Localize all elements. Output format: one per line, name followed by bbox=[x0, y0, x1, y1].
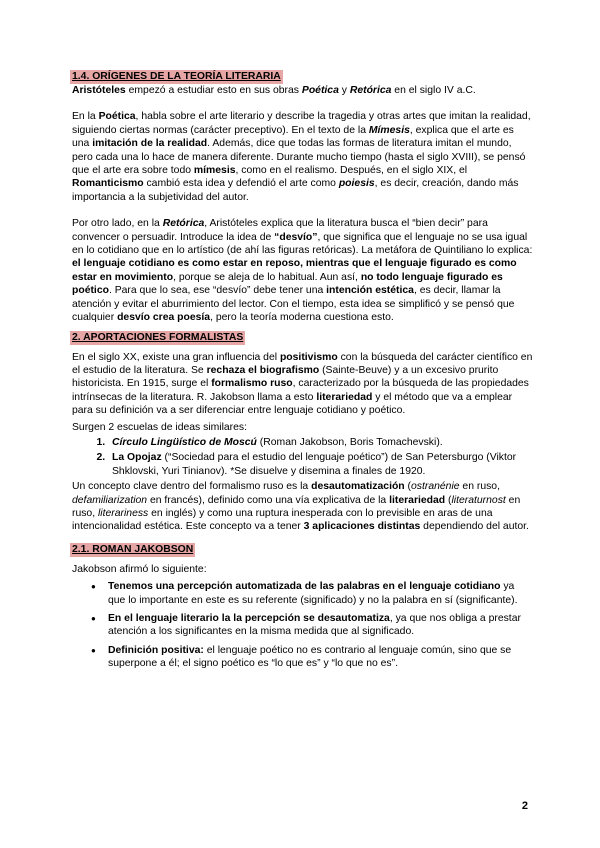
section-3 bbox=[72, 543, 534, 671]
section-2 bbox=[72, 331, 534, 534]
list-item: ● En el lenguaje literario la la percepción se desautomatiza, ya que nos obliga a prestar atención a los significantes en la misma medida que al significado. bbox=[108, 612, 534, 639]
section-heading: 1.4. ORÍGENES DE LA TEORÍA LITERARIA bbox=[72, 71, 281, 82]
poetica-paragraph: En la Poética, habla sobre el arte literario y describe la tragedia y otras artes que imitan la realidad, siguiendo ciertas normas (carácter preceptivo). En el texto de la Mímesis, explica que el arte es una imitación de la realidad. Además, dice que todas las formas de literatura imitan el mundo, pero cada una lo hace de manera diferente. Durante mucho tiempo (hasta el siglo XVIII), se pensó que el arte era sobre todo mímesis, como en el realismo. Después, en el siglo XIX, el Romanticismo cambió esta idea y defendió el arte como poiesis, es decir, creación, dando más importancia a la subjetividad del autor. bbox=[72, 111, 531, 203]
schools-intro: Surgen 2 escuelas de ideas similares: bbox=[72, 421, 248, 433]
section-1 bbox=[72, 70, 534, 325]
intro-paragraph: Aristóteles empezó a estudiar esto en sus obras Poética y Retórica en el siglo IV a.C. bbox=[72, 85, 476, 96]
list-item: 2. La Opojaz (“Sociedad para el estudio del lenguaje poético”) de San Petersburgo (Viktor Shklovski, Yuri Tinianov). *Se disuelve y disemina a finales de 1920. bbox=[108, 451, 534, 478]
jakobson-intro: Jakobson afirmó lo siguiente: bbox=[72, 563, 207, 575]
jakobson-bullets bbox=[72, 580, 534, 670]
section-heading: 2.1. ROMAN JAKOBSON bbox=[72, 543, 194, 555]
document-page bbox=[72, 70, 534, 676]
formalism-paragraph: En el siglo XX, existe una gran influencia del positivismo con la búsqueda del carácter científico en el estudio de la literatura. Se rechaza el biografismo (Sainte-Beuve) y a un excesivo prurito historicista. En 1915, surge el formalismo ruso, caracterizado por la búsqueda de las propiedades intrínsecas de la literatura. R. Jakobson llama a esto literariedad y el método que va a emplear para su definición va a ser diferenciar entre lenguaje cotidiano y poético. bbox=[72, 351, 533, 417]
retorica-paragraph: Por otro lado, en la Retórica, Aristóteles explica que la literatura busca el “bien decir” para convencer o persuadir. Introduce la idea de “desvío”, que significa que el lenguaje no se usa igual en lo cotidiano que en lo artístico (de ahí las figuras retóricas). La metáfora de Quintiliano lo explica: el lenguaje cotidiano es como estar en reposo, mientras que el lenguaje figurado es como estar en movimiento, porque se aleja de lo habitual. Aun así, no todo lenguaje figurado es poético. Para que lo sea, ese “desvío” debe tener una intención estética, es decir, llamar la atención y evitar el aburrimiento del lector. Con el tiempo, esta idea se simplificó y se pensó que cualquier desvío crea poesía, pero la teoría moderna cuestiona esto. bbox=[72, 218, 533, 324]
desautomatizacion-paragraph: Un concepto clave dentro del formalismo ruso es la desautomatización (ostranénie en ruso, defamiliarization en francés), definido como una vía explicativa de la literariedad (literaturnost en ruso, literariness en inglés) y como una ruptura inesperada con lo previsible en aras de una intencionalidad estética. Este concepto va a tener 3 aplicaciones distintas dependiendo del autor. bbox=[72, 481, 529, 533]
list-item: ● Tenemos una percepción automatizada de las palabras en el lenguaje cotidiano ya que lo importante en este es su referente (significado) y no la palabra en sí (significante). bbox=[108, 580, 534, 607]
page-number: 2 bbox=[521, 800, 528, 812]
schools-list bbox=[72, 436, 534, 478]
section-heading: 2. APORTACIONES FORMALISTAS bbox=[72, 331, 244, 343]
list-item: ● Definición positiva: el lenguaje poético no es contrario al lenguaje común, sino que se superpone a él; el signo poético es “lo que es” y “lo que no es”. bbox=[108, 644, 534, 671]
list-item: 1. Círculo Lingüístico de Moscú (Roman Jakobson, Boris Tomachevski). bbox=[108, 436, 534, 449]
